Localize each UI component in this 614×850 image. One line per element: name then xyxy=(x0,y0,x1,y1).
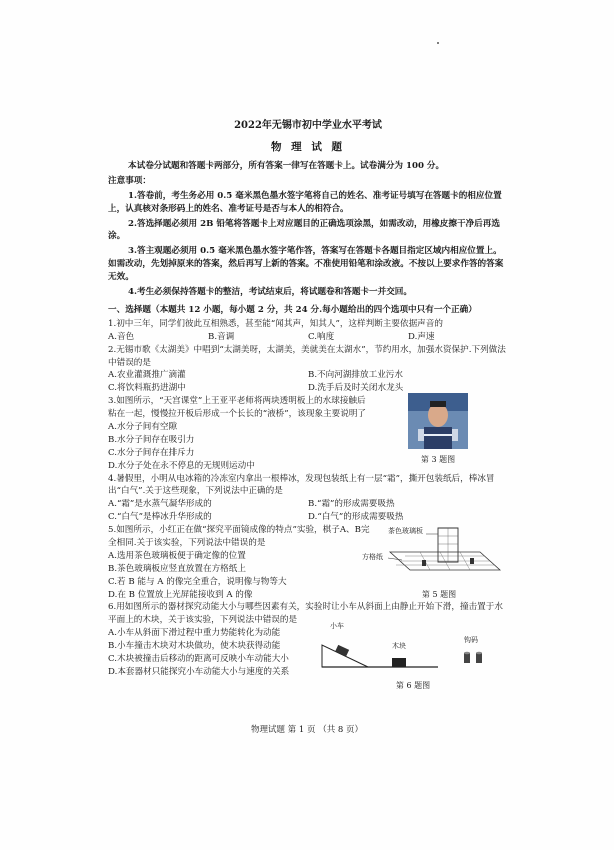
option-a: A.音色 xyxy=(108,331,135,342)
notice-item: 1.答卷前，考生务必用 0.5 毫米黑色墨水签字笔将自己的姓名、准考证号填写在答题卡的相应位置上，认真核对条形码上的姓名、准考证号是否与本人的相符合。 xyxy=(108,190,502,214)
option-b: B.茶色玻璃板应竖直放置在方格纸上 xyxy=(108,563,246,574)
option-d: D.洗手后及时关闭水龙头 xyxy=(308,383,404,394)
figure-caption: 第 5 题图 xyxy=(421,590,457,600)
question-stem: 2.无锡市歌《太湖美》中唱到“太湖美呀，太湖美，美就美在太湖水”，节约用水，加强水资保护.下列做法中错误的是 xyxy=(108,344,506,368)
label-grid-paper: 方格纸 xyxy=(362,553,383,562)
incline-cart-diagram xyxy=(318,627,508,679)
option-b: B.小车撞击木块对木块做功，使木块获得动能 xyxy=(108,641,281,652)
option-d: D.在 B 位置放上光屏能接收到 A 的像 xyxy=(108,589,253,600)
instructions-summary: 本试卷分试题和答题卡两部分，所有答案一律写在答题卡上。试卷满分为 100 分。 xyxy=(128,161,445,171)
page-footer: 物理试题 第 1 页 （共 8 页） xyxy=(250,725,364,735)
option-a: A.“霜”是水蒸气凝华形成的 xyxy=(108,499,212,510)
option-b: B.音调 xyxy=(208,331,235,342)
scan-speck xyxy=(437,42,439,44)
exam-title: 2022年无锡市初中学业水平考试 xyxy=(234,120,382,131)
question-5 xyxy=(108,524,508,601)
liquid-bridge-photo xyxy=(408,393,468,449)
subject-title: 物 理 试 题 xyxy=(271,141,345,153)
question-options xyxy=(108,369,508,395)
figure-caption: 第 3 题图 xyxy=(420,455,456,465)
question-2 xyxy=(108,344,508,396)
option-c: C.响度 xyxy=(308,331,335,342)
question-stem: 1.初中三年，同学们彼此互相熟悉，甚至能“闻其声，知其人”，这样判断主要依据声音的 xyxy=(108,318,443,329)
question-stem: 6.用如图所示的器材探究动能大小与哪些因素有关，实验时让小车从斜面上由静止开始下滑，撞击置于水平面上的木块，关于该实验，下列说法中错误的是 xyxy=(108,602,503,626)
figure-caption: 第 6 题图 xyxy=(395,681,431,691)
notice-item: 2.答选择题必须用 2B 铅笔将答题卡上对应题目的正确选项涂黑，如需改动，用橡皮擦干净后再选涂。 xyxy=(108,218,500,242)
instructions xyxy=(108,160,508,301)
label-weights: 钩码 xyxy=(464,636,478,645)
option-d: D.本套器材只能探究小车动能大小与速度的关系 xyxy=(108,666,290,677)
option-b: B.不向河湖排放工业污水 xyxy=(308,370,403,381)
notice-label: 注意事项： xyxy=(108,175,151,186)
question-stem: 3.如图所示，“天宫课堂”上王亚平老师将两块透明板上的水球接触后粘在一起，慢慢拉开板后形成一个长长的“液桥”，该现象主要说明了 xyxy=(108,396,367,420)
question-3 xyxy=(108,395,508,472)
question-stem: 4.暑假里，小明从电冰箱的冷冻室内拿出一根棒冰，发现包装纸上有一层“霜”，撕开包装纸后，棒冰冒出“白气”.关于这些现象，下列说法中正确的是 xyxy=(108,473,495,497)
option-d: D.水分子处在永不停息的无规则运动中 xyxy=(108,460,255,471)
label-glass-plate: 茶色玻璃板 xyxy=(388,527,423,536)
notice-item: 4.考生必须保持答题卡的整洁，考试结束后，将试题卷和答题卡一并交回。 xyxy=(128,287,412,298)
option-b: B.水分子间存在吸引力 xyxy=(108,434,195,445)
option-d: D.“白气”的形成需要吸热 xyxy=(308,512,404,523)
option-c: C.若 B 能与 A 的像完全重合，说明像与物等大 xyxy=(108,576,287,587)
question-1 xyxy=(108,318,508,344)
notice-item: 3.答主观题必须用 0.5 毫米黑色墨水签字笔作答，答案写在答题卡各题目指定区域内相应位置上。如需改动，先划掉原来的答案，然后再写上新的答案。不准使用铅笔和涂改液。不按以上要求作答的答案无效。 xyxy=(108,246,504,283)
option-a: A.农业灌溉推广滴灌 xyxy=(108,370,186,381)
question-options xyxy=(108,331,508,344)
option-c: C.水分子间存在排斥力 xyxy=(108,447,195,458)
option-c: C.将饮料瓶扔进湖中 xyxy=(108,383,186,394)
multiple-choice-section xyxy=(108,304,508,691)
figure-5 xyxy=(362,524,508,601)
question-6 xyxy=(108,601,508,691)
question-stem: 5.如图所示，小红正在做“探究平面镜成像的特点”实验，棋子A、B完全相同.关于该实验，下列说法中错误的是 xyxy=(108,525,370,549)
option-a: A.水分子间有空隙 xyxy=(108,422,178,433)
option-a: A.选用茶色玻璃板便于确定像的位置 xyxy=(108,550,246,561)
figure-3 xyxy=(408,393,468,466)
option-c: C.“白气”是棒冰升华形成的 xyxy=(108,512,212,523)
section-heading: 一、选择题（本题共 12 小题，每小题 2 分，共 24 分.每小题给出的四个选项中只有一个正确） xyxy=(108,305,477,315)
figure-6 xyxy=(318,622,508,692)
label-cart: 小车 xyxy=(330,622,344,631)
option-c: C.木块被撞击后移动的距离可反映小车动能大小 xyxy=(108,654,289,665)
option-a: A.小车从斜面下滑过程中重力势能转化为动能 xyxy=(108,628,281,639)
question-4 xyxy=(108,473,508,525)
question-options xyxy=(108,498,508,524)
option-b: B.“霜”的形成需要吸热 xyxy=(308,499,395,510)
label-block: 木块 xyxy=(392,642,406,651)
option-d: D.声速 xyxy=(408,331,435,342)
